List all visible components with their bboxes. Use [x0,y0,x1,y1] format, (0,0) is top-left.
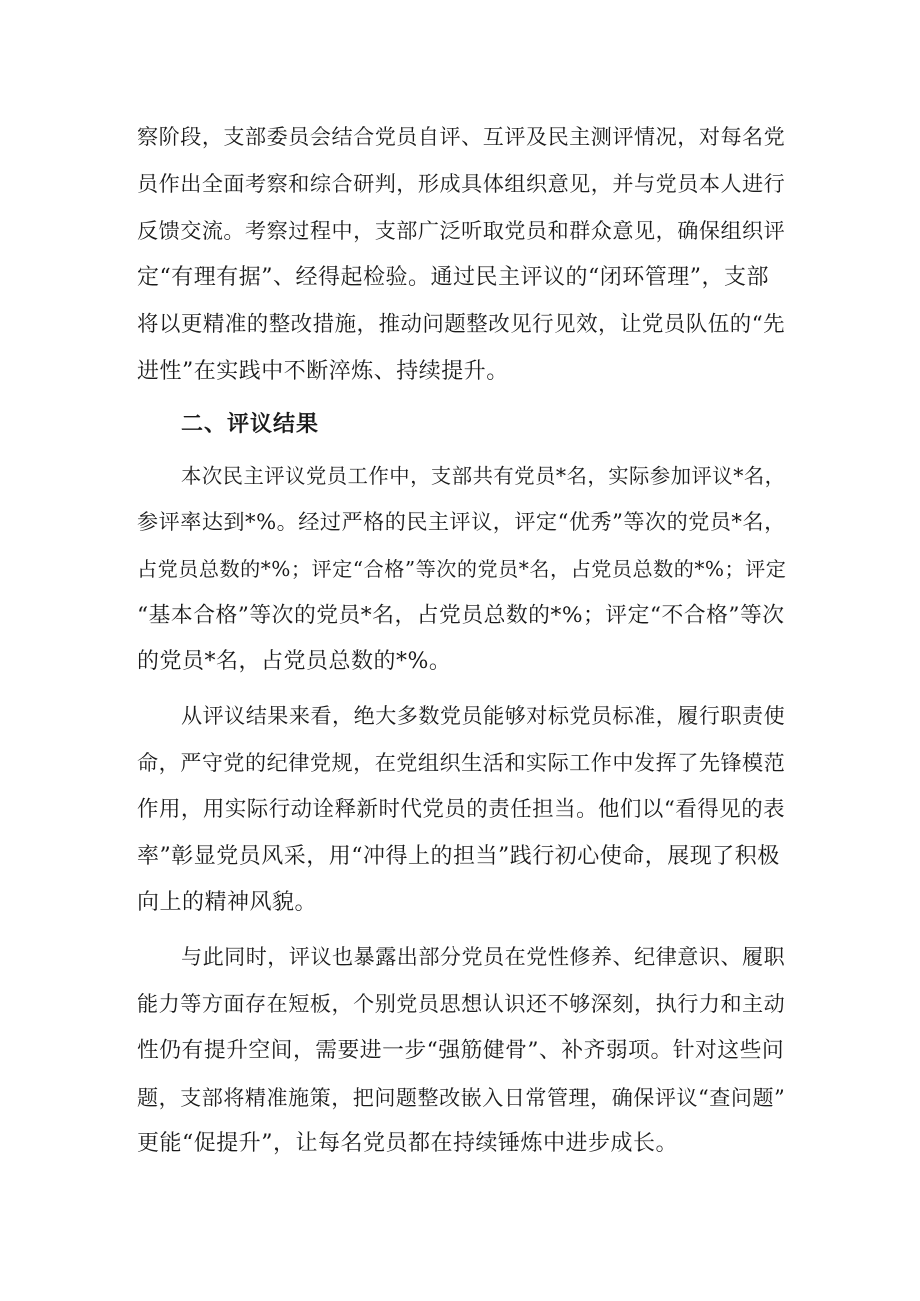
paragraph-1-line-6: 进性”在实践中不断淬炼、持续提升。 [137,359,509,384]
paragraph-4-line-4: 题，支部将精准施策，把问题整改嵌入日常管理，确保评议“查问题” [137,1085,786,1110]
paragraph-3-line-3: 作用，用实际行动诠释新时代党员的责任担当。他们以“看得见的表 [137,797,786,822]
paragraph-2-line-4: “基本合格”等次的党员*名，占党员总数的*%；评定“不合格”等次 [137,603,785,628]
paragraph-2-line-2: 参评率达到*%。经过严格的民主评议，评定“优秀”等次的党员*名， [137,509,786,534]
paragraph-4-line-1: 与此同时，评议也暴露出部分党员在党性修养、纪律意识、履职 [181,944,786,969]
paragraph-3-line-2: 命，严守党的纪律党规，在党组织生活和实际工作中发挥了先锋模范 [137,750,786,775]
paragraph-3-line-1: 从评议结果来看，绝大多数党员能够对标党员标准，履行职责使 [181,703,786,728]
section-heading: 二、评议结果 [181,412,320,437]
paragraph-4-line-3: 性仍有提升空间，需要进一步“强筋健骨”、补齐弱项。针对这些问 [137,1038,785,1063]
paragraph-3-line-5: 向上的精神风貌。 [137,890,318,915]
paragraph-1-line-2: 员作出全面考察和综合研判，形成具体组织意见，并与党员本人进行 [137,171,786,196]
paragraph-3-line-4: 率”彰显党员风采，用“冲得上的担当”践行初心使命，展现了积极 [137,844,780,869]
paragraph-2-line-5: 的党员*名，占党员总数的*%。 [137,649,452,674]
paragraph-4-line-5: 更能“促提升”，让每名党员都在持续锤炼中进步成长。 [137,1131,678,1156]
paragraph-2-line-1: 本次民主评议党员工作中，支部共有党员*名，实际参加评议*名， [181,464,786,488]
paragraph-1-line-5: 将以更精准的整改措施，推动问题整改见行见效，让党员队伍的“先 [137,312,786,337]
paragraph-1-line-3: 反馈交流。考察过程中，支部广泛听取党员和群众意见，确保组织评 [137,218,786,243]
paragraph-1-line-1: 察阶段，支部委员会结合党员自评、互评及民主测评情况，对每名党 [137,124,786,149]
paragraph-2-line-3: 占党员总数的*%；评定“合格”等次的党员*名，占党员总数的*%；评定 [137,557,787,581]
paragraph-1-line-4: 定“有理有据”、经得起检验。通过民主评议的“闭环管理”，支部 [137,265,769,290]
paragraph-4-line-2: 能力等方面存在短板，个别党员思想认识还不够深刻，执行力和主动 [137,991,786,1016]
